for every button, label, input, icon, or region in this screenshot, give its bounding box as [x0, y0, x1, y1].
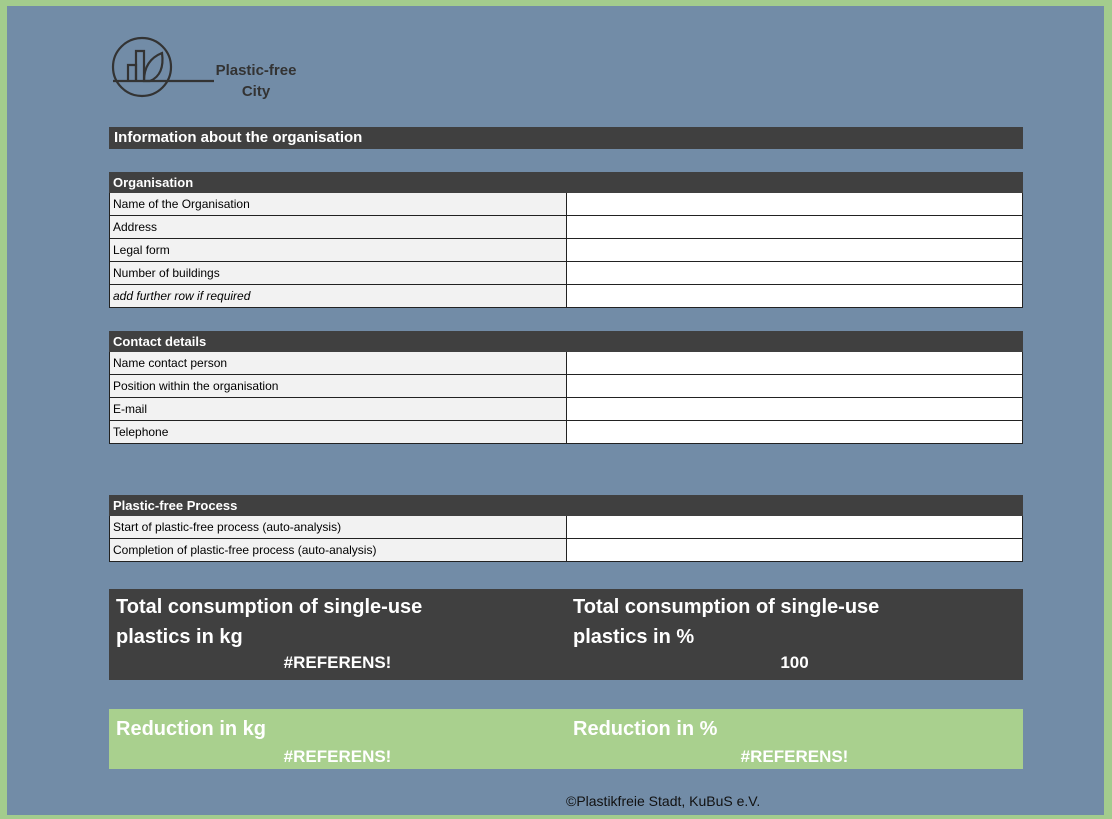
- page-title: Information about the organisation: [109, 127, 1023, 149]
- row-label: add further row if required: [110, 285, 567, 307]
- row-label: Name contact person: [110, 352, 567, 374]
- logo-text: [201, 60, 311, 102]
- total-pct-title: [566, 589, 1023, 652]
- table-row: [109, 239, 1023, 262]
- table-row: [109, 421, 1023, 444]
- total-pct-value: 100: [780, 653, 809, 672]
- reduction-kg-cell: [109, 709, 566, 769]
- row-value-cell[interactable]: [567, 375, 1022, 397]
- process-section: [109, 495, 1023, 562]
- reduction-kg-title: Reduction in kg: [116, 718, 266, 740]
- logo-line2: City: [241, 83, 271, 100]
- table-row: [109, 398, 1023, 421]
- row-label: Completion of plastic-free process (auto-analysis): [110, 539, 567, 561]
- row-value-cell[interactable]: [567, 398, 1022, 420]
- table-row: [109, 516, 1023, 539]
- reduction-kg-value: #REFERENS!: [283, 747, 392, 766]
- row-value-cell[interactable]: [567, 539, 1022, 561]
- total-kg-title-line1: Total consumption of single-use: [116, 596, 423, 618]
- row-label: E-mail: [110, 398, 567, 420]
- copyright-footer: ©Plastikfreie Stadt, KuBuS e.V.: [566, 793, 761, 809]
- row-label: Start of plastic-free process (auto-analysis): [110, 516, 567, 538]
- row-value-cell[interactable]: [567, 352, 1022, 374]
- total-pct-cell: [566, 589, 1023, 680]
- row-label: Legal form: [110, 239, 567, 261]
- reduction-pct-value: #REFERENS!: [740, 747, 849, 766]
- table-row: [109, 193, 1023, 216]
- row-label: Name of the Organisation: [110, 193, 567, 215]
- process-header: Plastic-free Process: [109, 495, 1023, 516]
- contact-header: Contact details: [109, 331, 1023, 352]
- table-row: [109, 262, 1023, 285]
- spreadsheet-sheet: [7, 6, 1104, 815]
- row-label: Telephone: [110, 421, 567, 443]
- total-pct-title-line1: Total consumption of single-use: [573, 596, 880, 618]
- total-kg-value: #REFERENS!: [283, 653, 392, 672]
- row-value-cell[interactable]: [567, 216, 1022, 238]
- total-consumption-box: [109, 589, 1023, 680]
- logo-line1: Plastic-free: [215, 62, 297, 79]
- row-value-cell[interactable]: [567, 262, 1022, 284]
- row-label: Position within the organisation: [110, 375, 567, 397]
- reduction-pct-cell: [566, 709, 1023, 769]
- row-value-cell[interactable]: [567, 516, 1022, 538]
- table-row: [109, 285, 1023, 308]
- row-value-cell[interactable]: [567, 239, 1022, 261]
- city-leaf-icon: [106, 35, 216, 99]
- row-value-cell[interactable]: [567, 193, 1022, 215]
- organisation-header: Organisation: [109, 172, 1023, 193]
- reduction-pct-title: Reduction in %: [573, 718, 718, 740]
- row-label: Address: [110, 216, 567, 238]
- table-row: [109, 216, 1023, 239]
- row-label: Number of buildings: [110, 262, 567, 284]
- organisation-section: [109, 172, 1023, 308]
- total-kg-cell: [109, 589, 566, 680]
- row-value-cell[interactable]: [567, 285, 1022, 307]
- total-kg-title-line2: plastics in kg: [116, 626, 243, 648]
- table-row: [109, 352, 1023, 375]
- contact-section: [109, 331, 1023, 444]
- table-row: [109, 539, 1023, 562]
- row-value-cell[interactable]: [567, 421, 1022, 443]
- reduction-box: [109, 709, 1023, 769]
- plastic-free-city-logo: [106, 35, 326, 115]
- total-kg-title: [109, 589, 566, 652]
- table-row: [109, 375, 1023, 398]
- total-pct-title-line2: plastics in %: [573, 626, 695, 648]
